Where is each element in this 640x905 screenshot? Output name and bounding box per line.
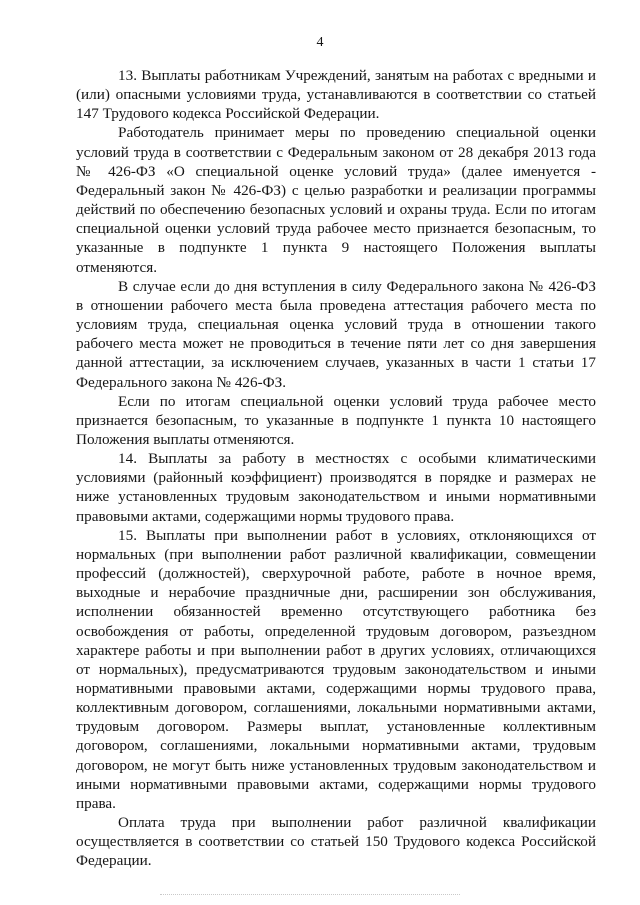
scan-edge-line (160, 894, 460, 896)
paragraph-13: 13. Выплаты работникам Учреждений, занятым на работах с вредными и (или) опасными условиями труда, устанавливаются в соответствии со статьей 147 Трудового кодекса Российской Федерации. (76, 67, 596, 123)
page-number: 4 (316, 35, 324, 50)
paragraph-qualification-pay: Оплата труда при выполнении работ различной квалификации осуществляется в соответствии со статьей 150 Трудового кодекса Российской Федерации. (76, 814, 596, 870)
document-body (76, 66, 596, 871)
paragraph-14: 14. Выплаты за работу в местностях с особыми климатическими условиями (районный коэффициент) производятся в порядке и размерах не ниже установленных трудовым законодательством и иными нормативными правовыми актами, содержащими нормы трудового права. (76, 450, 596, 525)
paragraph-special-assessment: Работодатель принимает меры по проведению специальной оценки условий труда в соответствии с Федеральным законом от 28 декабря 2013 года № 426-ФЗ «О специальной оценке условий труда» (далее именуется - Федеральный закон № 426-ФЗ) с целью разработки и реализации программы действий по обеспечению безопасных условий и охраны труда. Если по итогам специальной оценки условий труда рабочее место признается безопасным, то указанные в подпункте 1 пункта 9 настоящего Положения выплаты отменяются. (76, 124, 596, 276)
paragraph-safe-workplace: Если по итогам специальной оценки условий труда рабочее место признается безопасным, то указанные в подпункте 1 пункта 10 настоящего Положения выплаты отменяются. (76, 392, 596, 448)
paragraph-15: 15. Выплаты при выполнении работ в условиях, отклоняющихся от нормальных (при выполнении работ различной квалификации, совмещении профессий (должностей), сверхурочной работе, работе в ночное время, выходные и нерабочие праздничные дни, расширении зон обслуживания, исполнении обязанностей временно отсутствующего работника без освобождения от работы, определенной трудовым договором, разъездном характере работы и при выполнении работ в других условиях, отличающихся от нормальных), предусматриваются трудовым законодательством и иными нормативными правовыми актами, содержащими нормы трудового права, коллективным договором, соглашениями, локальными нормативными актами, трудовым договором. Размеры выплат, установленные коллективным договором, соглашениями, локальными нормативными актами, трудовым договором, не могут быть ниже установленных трудовым законодательством и иными нормативными правовыми актами, содержащими нормы трудового права. (76, 526, 596, 812)
paragraph-attestation: В случае если до дня вступления в силу Федерального закона № 426-ФЗ в отношении рабочего места была проведена аттестация рабочего места по условиям труда, специальная оценка условий труда в отношении такого рабочего места может не проводиться в течение пяти лет со дня завершения данной аттестации, за исключением случаев, указанных в части 1 статьи 17 Федерального закона № 426-ФЗ. (76, 277, 596, 391)
